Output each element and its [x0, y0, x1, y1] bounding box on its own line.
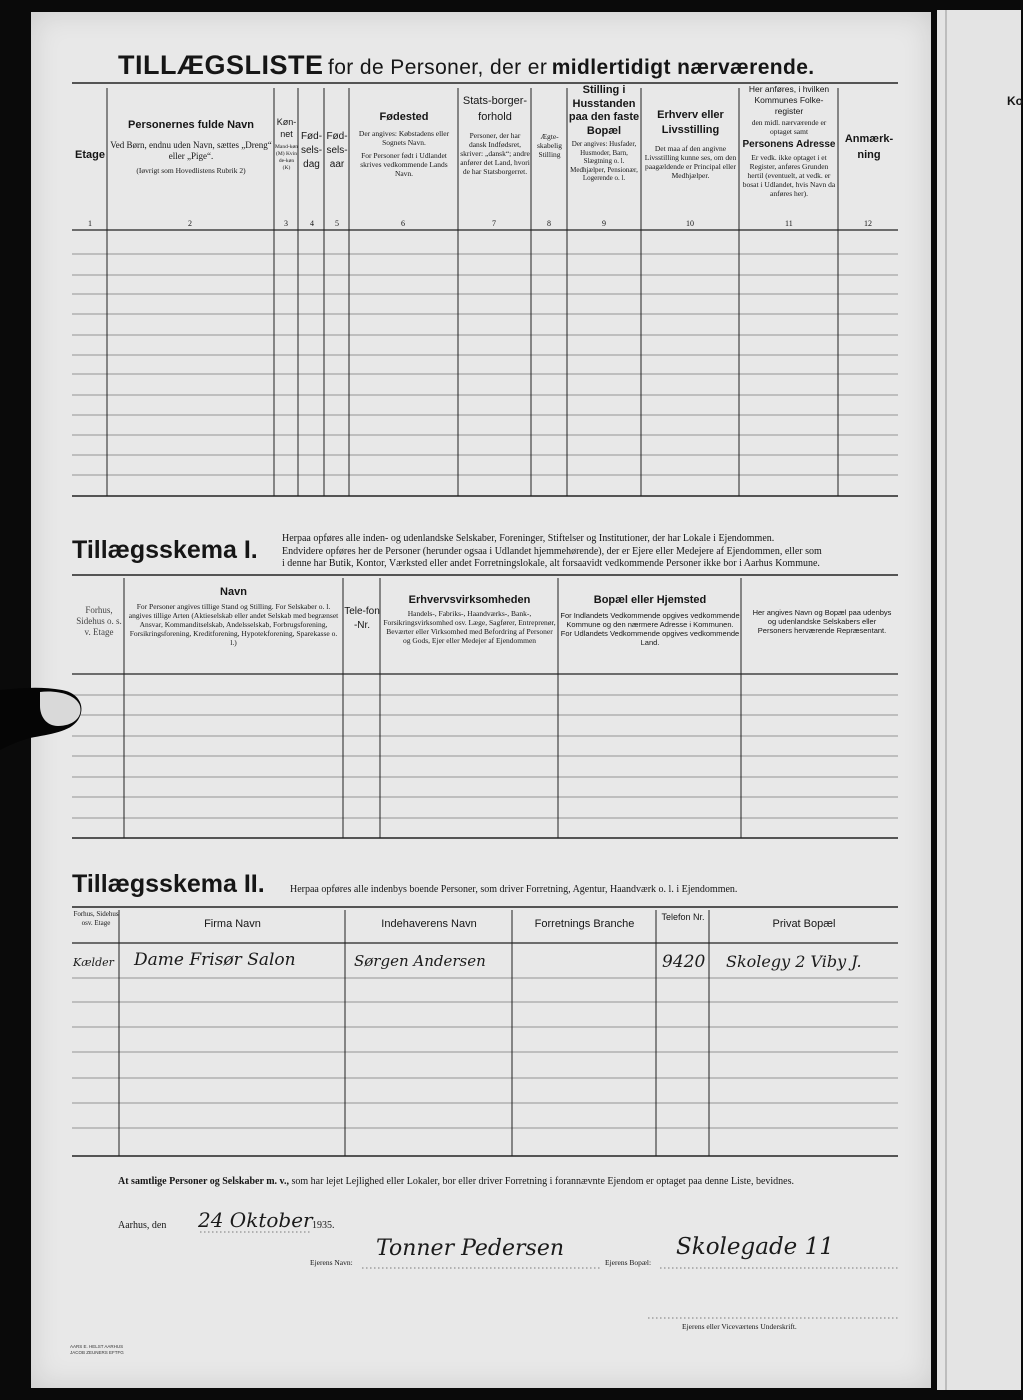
col-gender-head: Køn-net — [276, 117, 297, 139]
col-occupation-sub: Det maa af den angivne Livsstilling kunne ses, om den paagældende er Principal eller Medhjælper. — [644, 144, 737, 180]
skema1-description — [282, 533, 902, 571]
col-number-4: 4 — [310, 219, 314, 228]
title-end: midlertidigt nærværende. — [551, 56, 815, 79]
col-household-header — [568, 84, 640, 183]
skema1-col-phone: Tele-fon-Nr. — [344, 606, 380, 631]
col-name-head: Personernes fulde Navn — [128, 119, 254, 131]
skema1-col-home-sub: For Indlandets Vedkommende opgives vedkommende Kommune og den nærmere Adresse i Kommunen. For Udlandets Vedkommende opgives vedkommende Land. — [560, 611, 740, 647]
owner-address-label: Ejerens Bopæl: — [605, 1258, 652, 1267]
col-number-2: 2 — [188, 219, 192, 228]
col-number-8: 8 — [547, 219, 551, 228]
col-birthplace-head: Fødested — [379, 111, 429, 123]
date-year: 1935. — [312, 1220, 335, 1231]
col-number-5: 5 — [335, 219, 339, 228]
owner-name: Tonner Pedersen — [376, 1236, 565, 1261]
skema2-col-floor: Forhus, Sidehus osv. Etage — [73, 910, 119, 927]
col-number-12: 12 — [864, 219, 872, 228]
col-birthday-head: Fød-sels-dag — [300, 131, 323, 170]
col-name-sub2: (Iøvrigt som Hovedlistens Rubrik 2) — [136, 166, 246, 175]
col-number-1: 1 — [88, 219, 92, 228]
skema2-col-address: Privat Bopæl — [772, 918, 836, 930]
col-address-subpre: den midl. nærværende er optaget samt — [751, 118, 827, 136]
col-name-header — [110, 118, 272, 175]
skema1-desc-line1: Herpaa opføres alle inden- og udenlandske Selskaber, Foreninger, Stiftelser og Institutioner, der har Lokale i Ejendommen. — [282, 533, 775, 544]
skema1-col-business-sub: Handels-, Fabriks-, Haandværks-, Bank-, Forsikringsvirksomhed osv. Læge, Sagfører, Entreprenør, Beværter eller Virksomhed med Befordring af Personer og Gods, Ejer eller Medejer af Ejendommen — [383, 609, 556, 645]
col-birthplace-sub2: For Personer født i Udlandet skrives vedkommende Lands Navn. — [360, 151, 448, 178]
thumb-image — [0, 680, 86, 750]
col-citizenship-head: Stats-borger-forhold — [462, 95, 528, 123]
skema2-row-address: Skolegy 2 Viby J. — [726, 952, 862, 971]
owner-address: Skolegade 11 — [676, 1234, 834, 1260]
col-birthyear-head: Fød-sels-aar — [326, 131, 348, 170]
skema1-col-home-head: Bopæl eller Hjemsted — [593, 594, 707, 606]
skema1-col-business-head: Erhvervsvirksomheden — [408, 594, 531, 606]
skema2-row-phone: 9420 — [662, 952, 706, 972]
skema2-row-owner: Sørgen Andersen — [354, 952, 486, 970]
page-title — [118, 50, 815, 81]
skema1-col-name-header — [126, 585, 341, 647]
col-gender-sub: Mand-køn (M) Kvinde-køn (K) — [275, 144, 298, 171]
col-name-sub: Ved Børn, endnu uden Navn, sættes „Dreng“ eller „Pige“. — [110, 140, 272, 161]
col-etage-head: Etage — [75, 149, 105, 161]
skema2-col-phone: Telefon Nr. — [661, 912, 705, 922]
col-address-sub: Er vedk. ikke optaget i et Register, anføres Grunden hertil (eventuelt, at vedk. er bosat i Udlandet, hvis Navn da anføres her). — [742, 153, 836, 198]
col-number-9: 9 — [602, 219, 606, 228]
col-address-pre: Her anføres, i hvilken Kommunes Folke-register — [748, 84, 830, 116]
skema2-description: Herpaa opføres alle indenbys boende Personer, som driver Forretning, Agentur, Haandværk o. l. i Ejendommen. — [290, 884, 738, 895]
skema1-title: Tillægsskema I. — [72, 536, 258, 564]
skema2-col-firm: Firma Navn — [204, 918, 261, 930]
col-occupation-header — [643, 108, 738, 180]
skema1-col-name-head: Navn — [220, 586, 247, 598]
skema2-col-owner: Indehaverens Navn — [381, 918, 477, 930]
date-handwritten: 24 Oktober — [198, 1208, 313, 1232]
col-number-6: 6 — [401, 219, 405, 228]
skema2-title: Tillægsskema II. — [72, 870, 265, 898]
printer-mark: AARS E. HELST AARHUS JACOB ZEUNERS EFTFG — [70, 1344, 124, 1355]
skema1-col-business-header — [382, 593, 557, 645]
adjacent-page-text: Ko — [1007, 94, 1023, 108]
skema1-col-rep: Her angives Navn og Bopæl paa udenbys og udenlandske Selskabers eller Personers herværende Repræsentant. — [752, 608, 892, 635]
col-address-head: Personens Adresse — [742, 139, 836, 150]
signature-label: Ejerens eller Viceværtens Underskrift. — [682, 1322, 797, 1331]
skema2-row-floor: Kælder — [73, 956, 114, 969]
title-bold: TILLÆGSLISTE — [118, 50, 324, 80]
col-household-head: Stilling i Husstanden paa den faste Bopæl — [568, 84, 640, 137]
col-address-header — [741, 84, 837, 198]
col-number-10: 10 — [686, 219, 694, 228]
declaration-bold: At samtlige Personer og Selskaber m. v., — [118, 1176, 290, 1187]
skema1-col-home-header — [560, 593, 740, 647]
skema2-col-branch: Forretnings Branche — [534, 918, 635, 930]
skema1-desc-line3: i denne har Butik, Kontor, Værksted eller andet Forretningslokale, alt forsaavidt vedkommende Personer ikke bor i Aarhus Kommune. — [282, 558, 820, 569]
col-citizenship-header — [460, 93, 530, 176]
col-remarks-head: Anmærk-ning — [844, 133, 894, 161]
col-number-11: 11 — [785, 219, 793, 228]
owner-name-label: Ejerens Navn: — [310, 1258, 353, 1267]
col-household-sub: Der angives: Husfader, Husmoder, Barn, Slægtning o. l. Medhjælper, Pensionær, Logerende o. l. — [570, 140, 638, 182]
declaration — [118, 1176, 898, 1189]
skema1-col-name-sub: For Personer angives tillige Stand og Stilling. For Selskaber o. l. angives tillige Arten (Aktieselskab eller andet Selskab med begrænset Ansvar, Kommanditselskab, Andelsselskab, Forbrugsforening, Forsikringsforening, Kreditforening, Hypotekforening, Sparekasse o. l.) — [128, 602, 339, 647]
col-gender-header — [275, 116, 298, 172]
col-number-7: 7 — [492, 219, 496, 228]
col-occupation-head: Erhverv eller Livsstilling — [657, 109, 724, 136]
skema1-desc-line2: Endvidere opføres her de Personer (herunder ogsaa i Udlandet hjemmehørende), der er Ejere eller Medejere af Ejendommen, eller som — [282, 545, 822, 557]
col-number-3: 3 — [284, 219, 288, 228]
skema1-col-floor: Forhus, Sidehus o. s. v. Etage — [76, 605, 122, 637]
declaration-rest: som har lejet Lejlighed eller Lokaler, bor eller driver Forretning i forannævnte Ejendom er optaget paa denne Liste, bevidnes. — [291, 1176, 794, 1187]
date-city: Aarhus, den — [118, 1220, 167, 1231]
col-birthplace-sub: Der angives: Købstadens eller Sognets Navn. — [358, 129, 450, 147]
col-birthplace-header — [352, 110, 456, 178]
skema2-row-firm: Dame Frisør Salon — [134, 950, 296, 970]
col-marital-head: Ægte-skabelig Stilling — [537, 132, 562, 159]
title-middle: for de Personer, der er — [327, 56, 548, 79]
col-citizenship-sub: Personer, der har dansk Indfødsret, skriver: „dansk“; andre anfører det Land, hvori de har Statsborgerret. — [460, 131, 530, 176]
